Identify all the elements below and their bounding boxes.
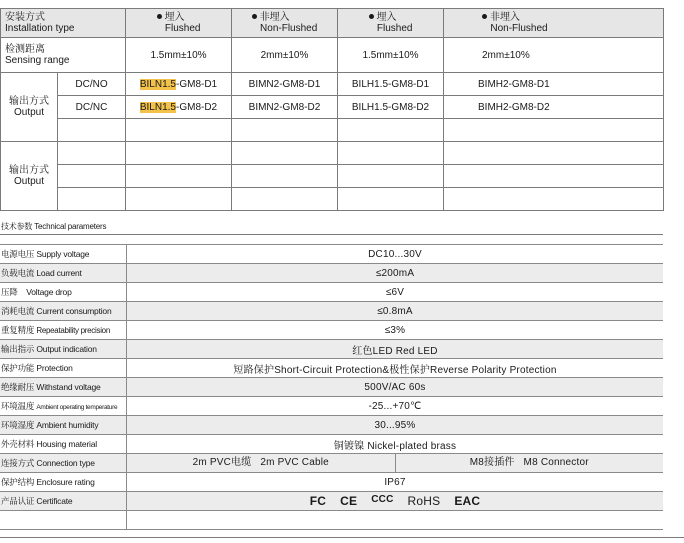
col-header-2: 非埋入 Non-Flushed (232, 9, 338, 38)
enclosure-row: 保护结构 Enclosure rating IP67 (0, 473, 663, 492)
param-row: 外壳材料 Housing material 铜镀镍 Nickel-plated brass (0, 435, 663, 454)
output-label: 输出方式 Output (1, 73, 58, 142)
output-row-no (1, 73, 664, 96)
param-row: 负载电流 Load current ≤200mA (0, 264, 663, 283)
model-cell: BIMN2-GM8-D1 (232, 73, 338, 96)
selection-table (0, 8, 664, 211)
model-cell: BILN1.5-GM8-D1 (126, 73, 232, 96)
output-row-blank (1, 142, 664, 165)
range-cell: 2mm±10% (232, 38, 338, 73)
col-header-4: 非埋入 Non-Flushed (444, 9, 664, 38)
range-cell: 1.5mm±10% (338, 38, 444, 73)
bullet-icon (369, 14, 374, 19)
ce-mark-icon: CE (340, 494, 358, 508)
param-row: 消耗电流 Current consumption ≤0.8mA (0, 302, 663, 321)
param-row: 电源电压 Supply voltage DC10...30V (0, 245, 663, 264)
model-cell: BILH1.5-GM8-D1 (338, 73, 444, 96)
model-cell: BILN1.5-GM8-D2 (126, 96, 232, 119)
install-type-row (1, 9, 664, 38)
tech-params-table (0, 244, 663, 530)
bullet-icon (252, 14, 257, 19)
empty-row (1, 165, 664, 188)
range-cell: 2mm±10% (444, 38, 664, 73)
blank-row (0, 511, 663, 530)
bottom-divider (0, 537, 684, 538)
sensing-range-row (1, 38, 664, 73)
connection-row: 连接方式 Connection type 2m PVC电缆 2m PVC Cable M8接插件 M8 Connector (0, 454, 663, 473)
param-row: 重复精度 Repeatability precision ≤3% (0, 321, 663, 340)
param-row: 保护功能 Protection 短路保护Short-Circuit Protection&极性保护Reverse Polarity Protection (0, 359, 663, 378)
empty-row (1, 119, 664, 142)
fc-mark-icon: FC (309, 494, 327, 508)
col-header-1: 埋入 Flushed (126, 9, 232, 38)
model-cell: BIMH2-GM8-D1 (444, 73, 664, 96)
model-cell: BIMN2-GM8-D2 (232, 96, 338, 119)
bullet-icon (157, 14, 162, 19)
param-row: 环境温度 Ambient operating temperature -25...+70℃ (0, 397, 663, 416)
output-label-2: 输出方式 Output (1, 142, 58, 211)
connector-option: M8接插件 M8 Connector (469, 457, 589, 468)
eac-mark-icon: EAC (454, 494, 481, 508)
param-row: 压降 Voltage drop ≤6V (0, 283, 663, 302)
empty-row (1, 188, 664, 211)
rohs-mark-icon: RoHS (407, 494, 441, 508)
install-type-label: 安装方式 Installation type (1, 9, 126, 38)
param-row: 绝缘耐压 Withstand voltage 500V/AC 60s (0, 378, 663, 397)
divider (0, 234, 663, 235)
output-row-nc (1, 96, 664, 119)
param-row: 环境湿度 Ambient humidity 30...95% (0, 416, 663, 435)
highlighted-model: BILN1.5 (139, 78, 176, 90)
sensing-range-label: 检测距离 Sensing range (1, 38, 126, 73)
bullet-icon (482, 14, 487, 19)
highlighted-model: BILN1.5 (139, 101, 176, 113)
range-cell: 1.5mm±10% (126, 38, 232, 73)
ccc-mark-icon: CCC (371, 494, 394, 505)
param-row: 输出指示 Output indication 红色LED Red LED (0, 340, 663, 359)
cable-option: 2m PVC电缆 2m PVC Cable (127, 454, 396, 472)
model-cell: BIMH2-GM8-D2 (444, 96, 664, 119)
tech-params-title: 技术参数 Technical parameters (1, 222, 107, 231)
col-header-3: 埋入 Flushed (338, 9, 444, 38)
output-type: DC/NC (58, 96, 126, 119)
output-type: DC/NO (58, 73, 126, 96)
certificate-row: 产品认证 Certificate FC CE CCC RoHS EAC (0, 492, 663, 511)
model-cell: BILH1.5-GM8-D2 (338, 96, 444, 119)
